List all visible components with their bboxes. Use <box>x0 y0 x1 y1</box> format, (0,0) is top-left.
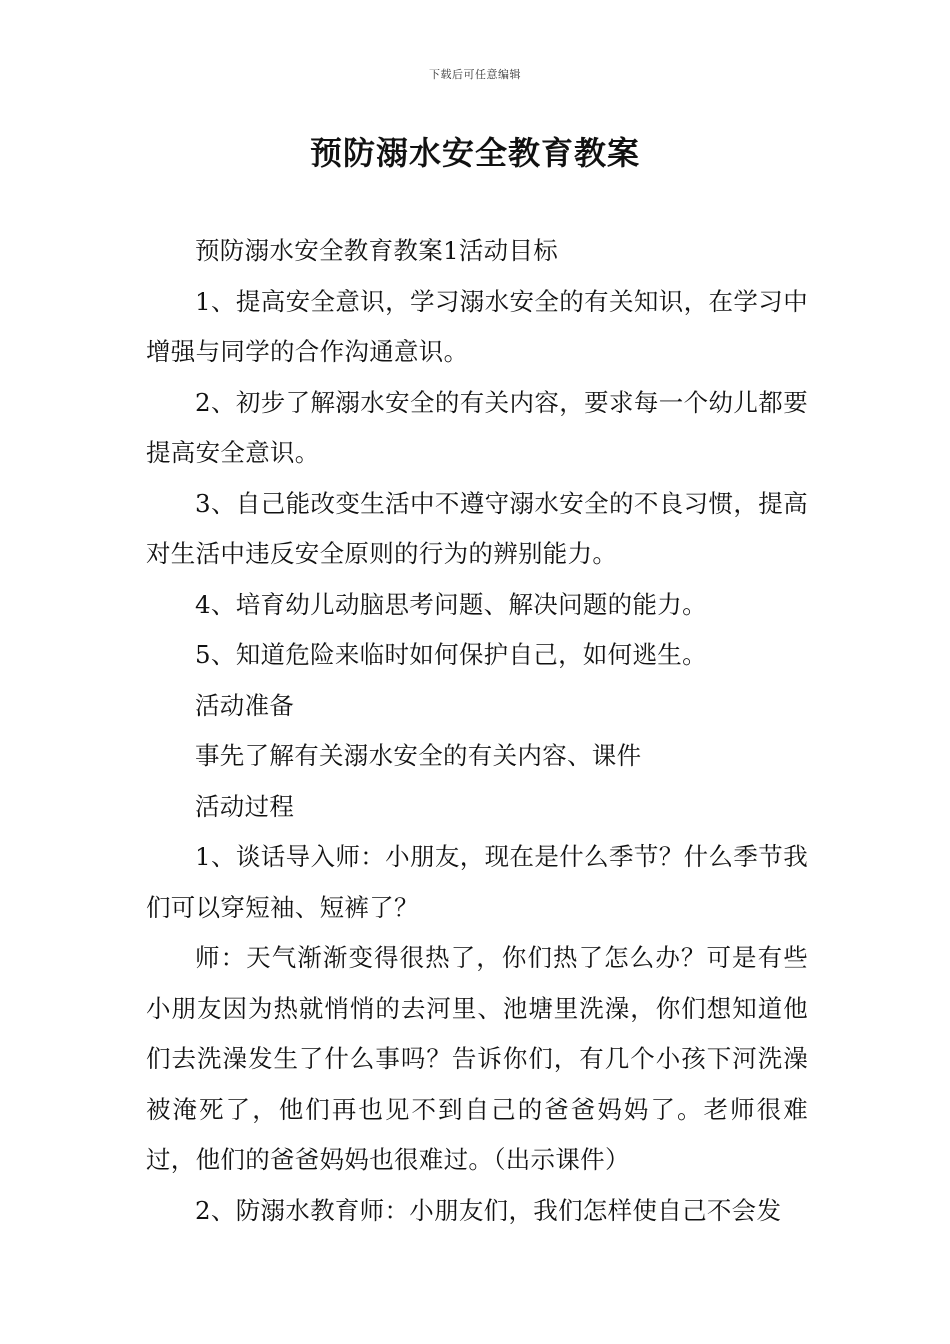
paragraph-process-1: 1、谈话导入师：小朋友，现在是什么季节？什么季节我们可以穿短袖、短裤了？ <box>146 842 808 922</box>
paragraph-goal-2: 2、初步了解溺水安全的有关内容，要求每一个幼儿都要提高安全意识。 <box>146 387 808 467</box>
paragraph-teacher-talk: 师：天气渐渐变得很热了，你们热了怎么办？可是有些小朋友因为热就悄悄的去河里、池塘里洗澡，你们想知道他们去洗澡发生了什么事吗？告诉你们，有几个小孩下河洗澡被淹死了，他们再也见不到自己的爸爸妈妈了。老师很难过，他们的爸爸妈妈也很难过。（出示课件） <box>146 943 808 1174</box>
document-title: 预防溺水安全教育教案 <box>309 134 640 172</box>
paragraph-goal-3: 3、自己能改变生活中不遵守溺水安全的不良习惯，提高对生活中违反安全原则的行为的辨别能力。 <box>146 488 808 568</box>
paragraph-goal-5: 5、知道危险来临时如何保护自己，如何逃生。 <box>195 640 707 669</box>
document-body <box>146 226 808 1236</box>
paragraph-lesson-heading: 预防溺水安全教育教案1活动目标 <box>195 236 559 265</box>
paragraph-preparation-heading: 活动准备 <box>195 690 295 720</box>
paragraph-preparation: 事先了解有关溺水安全的有关内容、课件 <box>195 741 642 770</box>
paragraph-process-heading: 活动过程 <box>195 791 295 821</box>
paragraph-goal-1: 1、提高安全意识，学习溺水安全的有关知识，在学习中增强与同学的合作沟通意识。 <box>146 286 808 366</box>
paragraph-goal-4: 4、培育幼儿动脑思考问题、解决问题的能力。 <box>195 589 707 619</box>
paragraph-process-2: 2、防溺水教育师：小朋友们，我们怎样使自己不会发 <box>195 1195 782 1225</box>
header-note: 下载后可任意编辑 <box>429 68 521 81</box>
